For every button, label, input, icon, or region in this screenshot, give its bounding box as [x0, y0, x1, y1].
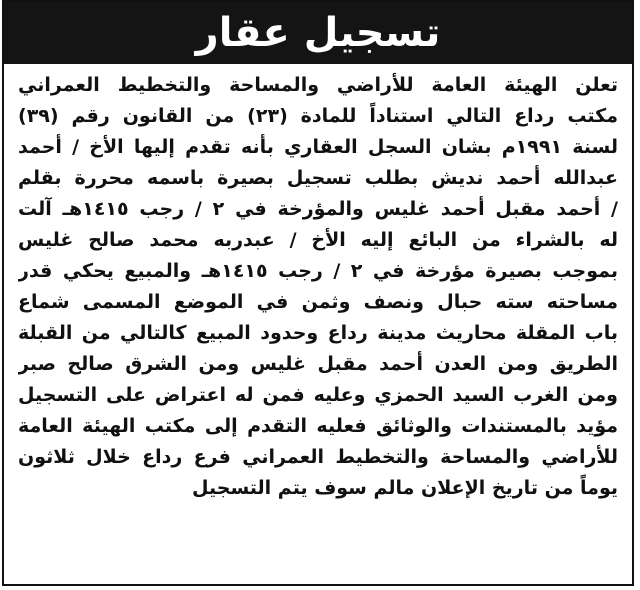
body-line-10: الطريق ومن العدن أحمد مقبل غليس ومن الشرق صالح صبر [18, 353, 618, 375]
body-line-5: / أحمد مقبل أحمد غليس والمؤرخة في ٢ / رجب ١٤١٥هـ آلت [18, 198, 618, 220]
body-line-11: ومن الغرب السيد الحمزي وعليه فمن له اعتراض على التسجيل [18, 384, 618, 406]
body-line-2: مكتب رداع التالي استناداً للمادة (٢٣) من القانون رقم (٣٩) [18, 105, 618, 127]
body-line-14: يوماً من تاريخ الإعلان مالم سوف يتم التسجيل [192, 477, 618, 499]
notice-title: تسجيل عقار [195, 10, 441, 56]
body-line-12: مؤيد بالمستندات والوثائق فعليه التقدم إلى مكتب الهيئة العامة [18, 415, 618, 437]
body-line-9: باب المقلة محاريث مدينة رداع وحدود المبيع كالتالي من القبلة [18, 322, 618, 344]
body-line-4: عبدالله أحمد نديش بطلب تسجيل بصيرة باسمه محررة بقلم [18, 167, 618, 189]
body-line-6: له بالشراء من البائع إليه الأخ / عبدربه محمد صالح غليس [18, 229, 618, 251]
body-line-8: مساحته سته حبال ونصف وثمن في الموضع المسمى شماع [18, 291, 618, 313]
body-line-1: تعلن الهيئة العامة للأراضي والمساحة والتخطيط العمراني [18, 74, 618, 96]
body-line-3: لسنة ١٩٩١م بشان السجل العقاري بأنه تقدم إليها الأخ / أحمد [18, 136, 618, 158]
notice-header [4, 2, 632, 64]
body-line-7: بموجب بصيرة مؤرخة في ٢ / رجب ١٤١٥هـ والمبيع يحكي قدر [18, 260, 618, 282]
notice-body [18, 70, 618, 504]
property-registration-notice [2, 0, 634, 586]
body-line-13: للأراضي والمساحة والتخطيط العمراني فرع رداع خلال ثلاثون [18, 446, 618, 468]
